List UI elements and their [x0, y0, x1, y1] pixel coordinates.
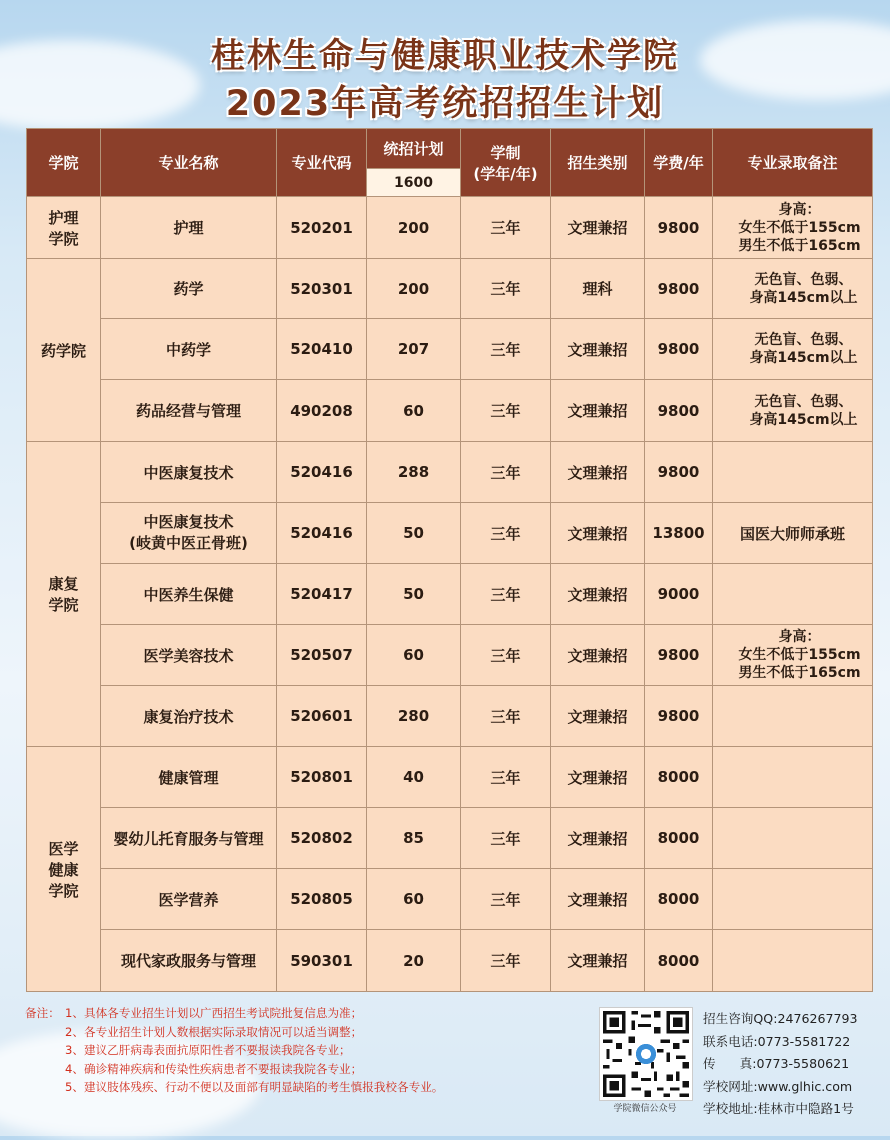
remark-line: 身高： [778, 629, 821, 645]
years-cell: 三年 [461, 686, 551, 747]
years-cell: 三年 [461, 869, 551, 930]
contact-address: 学校地址:桂林市中隐路1号 [703, 1101, 854, 1117]
code-cell: 520410 [277, 319, 367, 380]
plan-cell: 200 [367, 197, 461, 259]
category-cell: 文理兼招 [551, 442, 645, 503]
fee-cell: 9800 [645, 197, 713, 259]
college-cell: 药学院 [27, 259, 101, 442]
remark-line: 无色盲、色弱、 [754, 332, 853, 348]
table-row [27, 197, 873, 259]
header-major: 专业名称 [101, 129, 277, 197]
header-row [27, 129, 873, 169]
header-years-line2: (学年/年) [473, 164, 538, 183]
remark-line: 身高145cm以上 [749, 411, 858, 428]
note-text: 2、各专业招生计划人数根据实际录取情况可以适当调整； [65, 1024, 363, 1039]
remark-cell [713, 747, 873, 808]
remark-cell [713, 197, 873, 259]
college-label: 康复 学院 [48, 575, 79, 614]
note-line [25, 1078, 443, 1097]
code-cell: 520507 [277, 625, 367, 686]
note-line [25, 1004, 443, 1023]
remark-line: 身高145cm以上 [749, 289, 858, 306]
years-cell: 三年 [461, 930, 551, 992]
plan-cell: 280 [367, 686, 461, 747]
years-cell: 三年 [461, 380, 551, 442]
remark-cell [713, 442, 873, 503]
table-row [27, 747, 873, 808]
code-cell: 590301 [277, 930, 367, 992]
header-college: 学院 [27, 129, 101, 197]
fee-cell: 8000 [645, 747, 713, 808]
fee-cell: 9800 [645, 319, 713, 380]
remark-cell [713, 808, 873, 869]
major-line: 中医康复技术 [143, 513, 234, 531]
category-cell: 文理兼招 [551, 564, 645, 625]
table-row [27, 380, 873, 442]
header-plan: 统招计划 [367, 129, 461, 169]
remark-cell [713, 686, 873, 747]
major-cell: 医学营养 [101, 869, 277, 930]
plan-cell: 60 [367, 380, 461, 442]
plan-cell: 60 [367, 869, 461, 930]
major-cell: 中医康复技术 [101, 442, 277, 503]
plan-cell: 207 [367, 319, 461, 380]
major-cell: 药品经营与管理 [101, 380, 277, 442]
remark-cell [713, 319, 873, 380]
note-line [25, 1041, 443, 1060]
fee-cell: 9800 [645, 442, 713, 503]
category-cell: 文理兼招 [551, 930, 645, 992]
code-cell: 520801 [277, 747, 367, 808]
table-row [27, 625, 873, 686]
header-plan-total: 1600 [367, 169, 461, 197]
code-cell: 520802 [277, 808, 367, 869]
fee-cell: 13800 [645, 503, 713, 564]
plan-cell: 85 [367, 808, 461, 869]
years-cell: 三年 [461, 564, 551, 625]
remark-cell [713, 380, 873, 442]
years-cell: 三年 [461, 747, 551, 808]
category-cell: 文理兼招 [551, 747, 645, 808]
table-row [27, 808, 873, 869]
fee-cell: 9000 [645, 564, 713, 625]
plan-cell: 200 [367, 259, 461, 319]
remark-cell: 国医大师师承班 [713, 503, 873, 564]
fee-cell: 8000 [645, 808, 713, 869]
college-cell: 护理 学院 [27, 197, 101, 259]
enrollment-plan-table [26, 128, 873, 992]
years-cell: 三年 [461, 503, 551, 564]
remark-line: 男生不低于165cm [738, 237, 861, 254]
header-years [461, 129, 551, 197]
fee-cell: 8000 [645, 930, 713, 992]
table-row [27, 930, 873, 992]
years-cell: 三年 [461, 625, 551, 686]
note-line [25, 1060, 443, 1079]
contact-block [703, 1008, 858, 1121]
college-label: 医学 健康 学院 [48, 839, 79, 900]
remark-line: 女生不低于155cm [738, 219, 861, 236]
note-text: 1、具体各专业招生计划以广西招生考试院批复信息为准； [65, 1006, 363, 1020]
header-years-line1: 学制 [490, 143, 521, 162]
major-cell: 药学 [101, 259, 277, 319]
years-cell: 三年 [461, 259, 551, 319]
plan-cell: 40 [367, 747, 461, 808]
plan-cell: 50 [367, 503, 461, 564]
notes-label: 备注： [25, 1006, 60, 1020]
plan-cell: 288 [367, 442, 461, 503]
table-row [27, 686, 873, 747]
contact-fax: 传 真:0773-5580621 [703, 1056, 850, 1072]
plan-cell: 20 [367, 930, 461, 992]
major-line: (岐黄中医正骨班) [129, 534, 248, 552]
fee-cell: 9800 [645, 259, 713, 319]
remark-cell [713, 869, 873, 930]
code-cell: 520416 [277, 442, 367, 503]
table-row [27, 442, 873, 503]
years-cell: 三年 [461, 808, 551, 869]
table-row [27, 259, 873, 319]
major-cell [101, 503, 277, 564]
plan-cell: 50 [367, 564, 461, 625]
table-row [27, 869, 873, 930]
years-cell: 三年 [461, 197, 551, 259]
table-row [27, 564, 873, 625]
fee-cell: 9800 [645, 380, 713, 442]
college-cell [27, 747, 101, 992]
fee-cell: 9800 [645, 625, 713, 686]
remark-line: 女生不低于155cm [738, 647, 861, 663]
category-cell: 文理兼招 [551, 319, 645, 380]
code-cell: 520805 [277, 869, 367, 930]
major-cell: 健康管理 [101, 747, 277, 808]
code-cell: 520417 [277, 564, 367, 625]
remark-cell [713, 564, 873, 625]
category-cell: 文理兼招 [551, 686, 645, 747]
code-cell: 520201 [277, 197, 367, 259]
contact-phone: 联系电话:0773-5581722 [703, 1033, 851, 1049]
remark-cell [713, 625, 873, 686]
note-text: 5、建议肢体残疾、行动不便以及面部有明显缺陷的考生慎报我校各专业。 [65, 1080, 444, 1095]
page-subtitle: 2023年高考统招招生计划 [225, 84, 665, 124]
major-cell: 婴幼儿托育服务与管理 [101, 808, 277, 869]
category-cell: 文理兼招 [551, 197, 645, 259]
header-fee: 学费/年 [645, 129, 713, 197]
remark-line: 身高： [778, 201, 821, 218]
note-line [25, 1023, 443, 1042]
category-cell: 理科 [551, 259, 645, 319]
years-cell: 三年 [461, 319, 551, 380]
fee-cell: 9800 [645, 686, 713, 747]
category-cell: 文理兼招 [551, 503, 645, 564]
remark-cell [713, 930, 873, 992]
header-remark: 专业录取备注 [713, 129, 873, 197]
note-text: 4、确诊精神疾病和传染性疾病患者不要报读我院各专业； [65, 1061, 363, 1076]
code-cell: 520301 [277, 259, 367, 319]
major-cell: 医学美容技术 [101, 625, 277, 686]
remark-cell [713, 259, 873, 319]
major-cell: 中医养生保健 [101, 564, 277, 625]
category-cell: 文理兼招 [551, 625, 645, 686]
code-cell: 520601 [277, 686, 367, 747]
table-row [27, 503, 873, 564]
category-cell: 文理兼招 [551, 808, 645, 869]
qr-code-icon[interactable] [599, 1007, 693, 1101]
note-text: 3、建议乙肝病毒表面抗原阳性者不要报读我院各专业； [65, 1043, 351, 1058]
contact-qq: 招生咨询QQ:2476267793 [703, 1011, 858, 1026]
major-cell: 护理 [101, 197, 277, 259]
major-cell: 康复治疗技术 [101, 686, 277, 747]
remark-line: 无色盲、色弱、 [754, 271, 853, 288]
remark-line: 身高145cm以上 [749, 350, 858, 366]
category-cell: 文理兼招 [551, 380, 645, 442]
major-cell: 现代家政服务与管理 [101, 930, 277, 992]
page-title: 桂林生命与健康职业技术学院 [211, 36, 679, 76]
category-cell: 文理兼招 [551, 869, 645, 930]
header-category: 招生类别 [551, 129, 645, 197]
qr-caption: 学院微信公众号 [613, 1104, 677, 1114]
remark-line: 无色盲、色弱、 [754, 393, 853, 410]
college-cell [27, 442, 101, 747]
contact-website[interactable]: 学校网址:www.glhic.com [703, 1078, 853, 1094]
header-code: 专业代码 [277, 129, 367, 197]
notes-block [25, 1004, 443, 1097]
major-cell: 中药学 [101, 319, 277, 380]
table-row [27, 319, 873, 380]
plan-cell: 60 [367, 625, 461, 686]
fee-cell: 8000 [645, 869, 713, 930]
code-cell: 520416 [277, 503, 367, 564]
years-cell: 三年 [461, 442, 551, 503]
remark-line: 男生不低于165cm [738, 665, 861, 681]
code-cell: 490208 [277, 380, 367, 442]
